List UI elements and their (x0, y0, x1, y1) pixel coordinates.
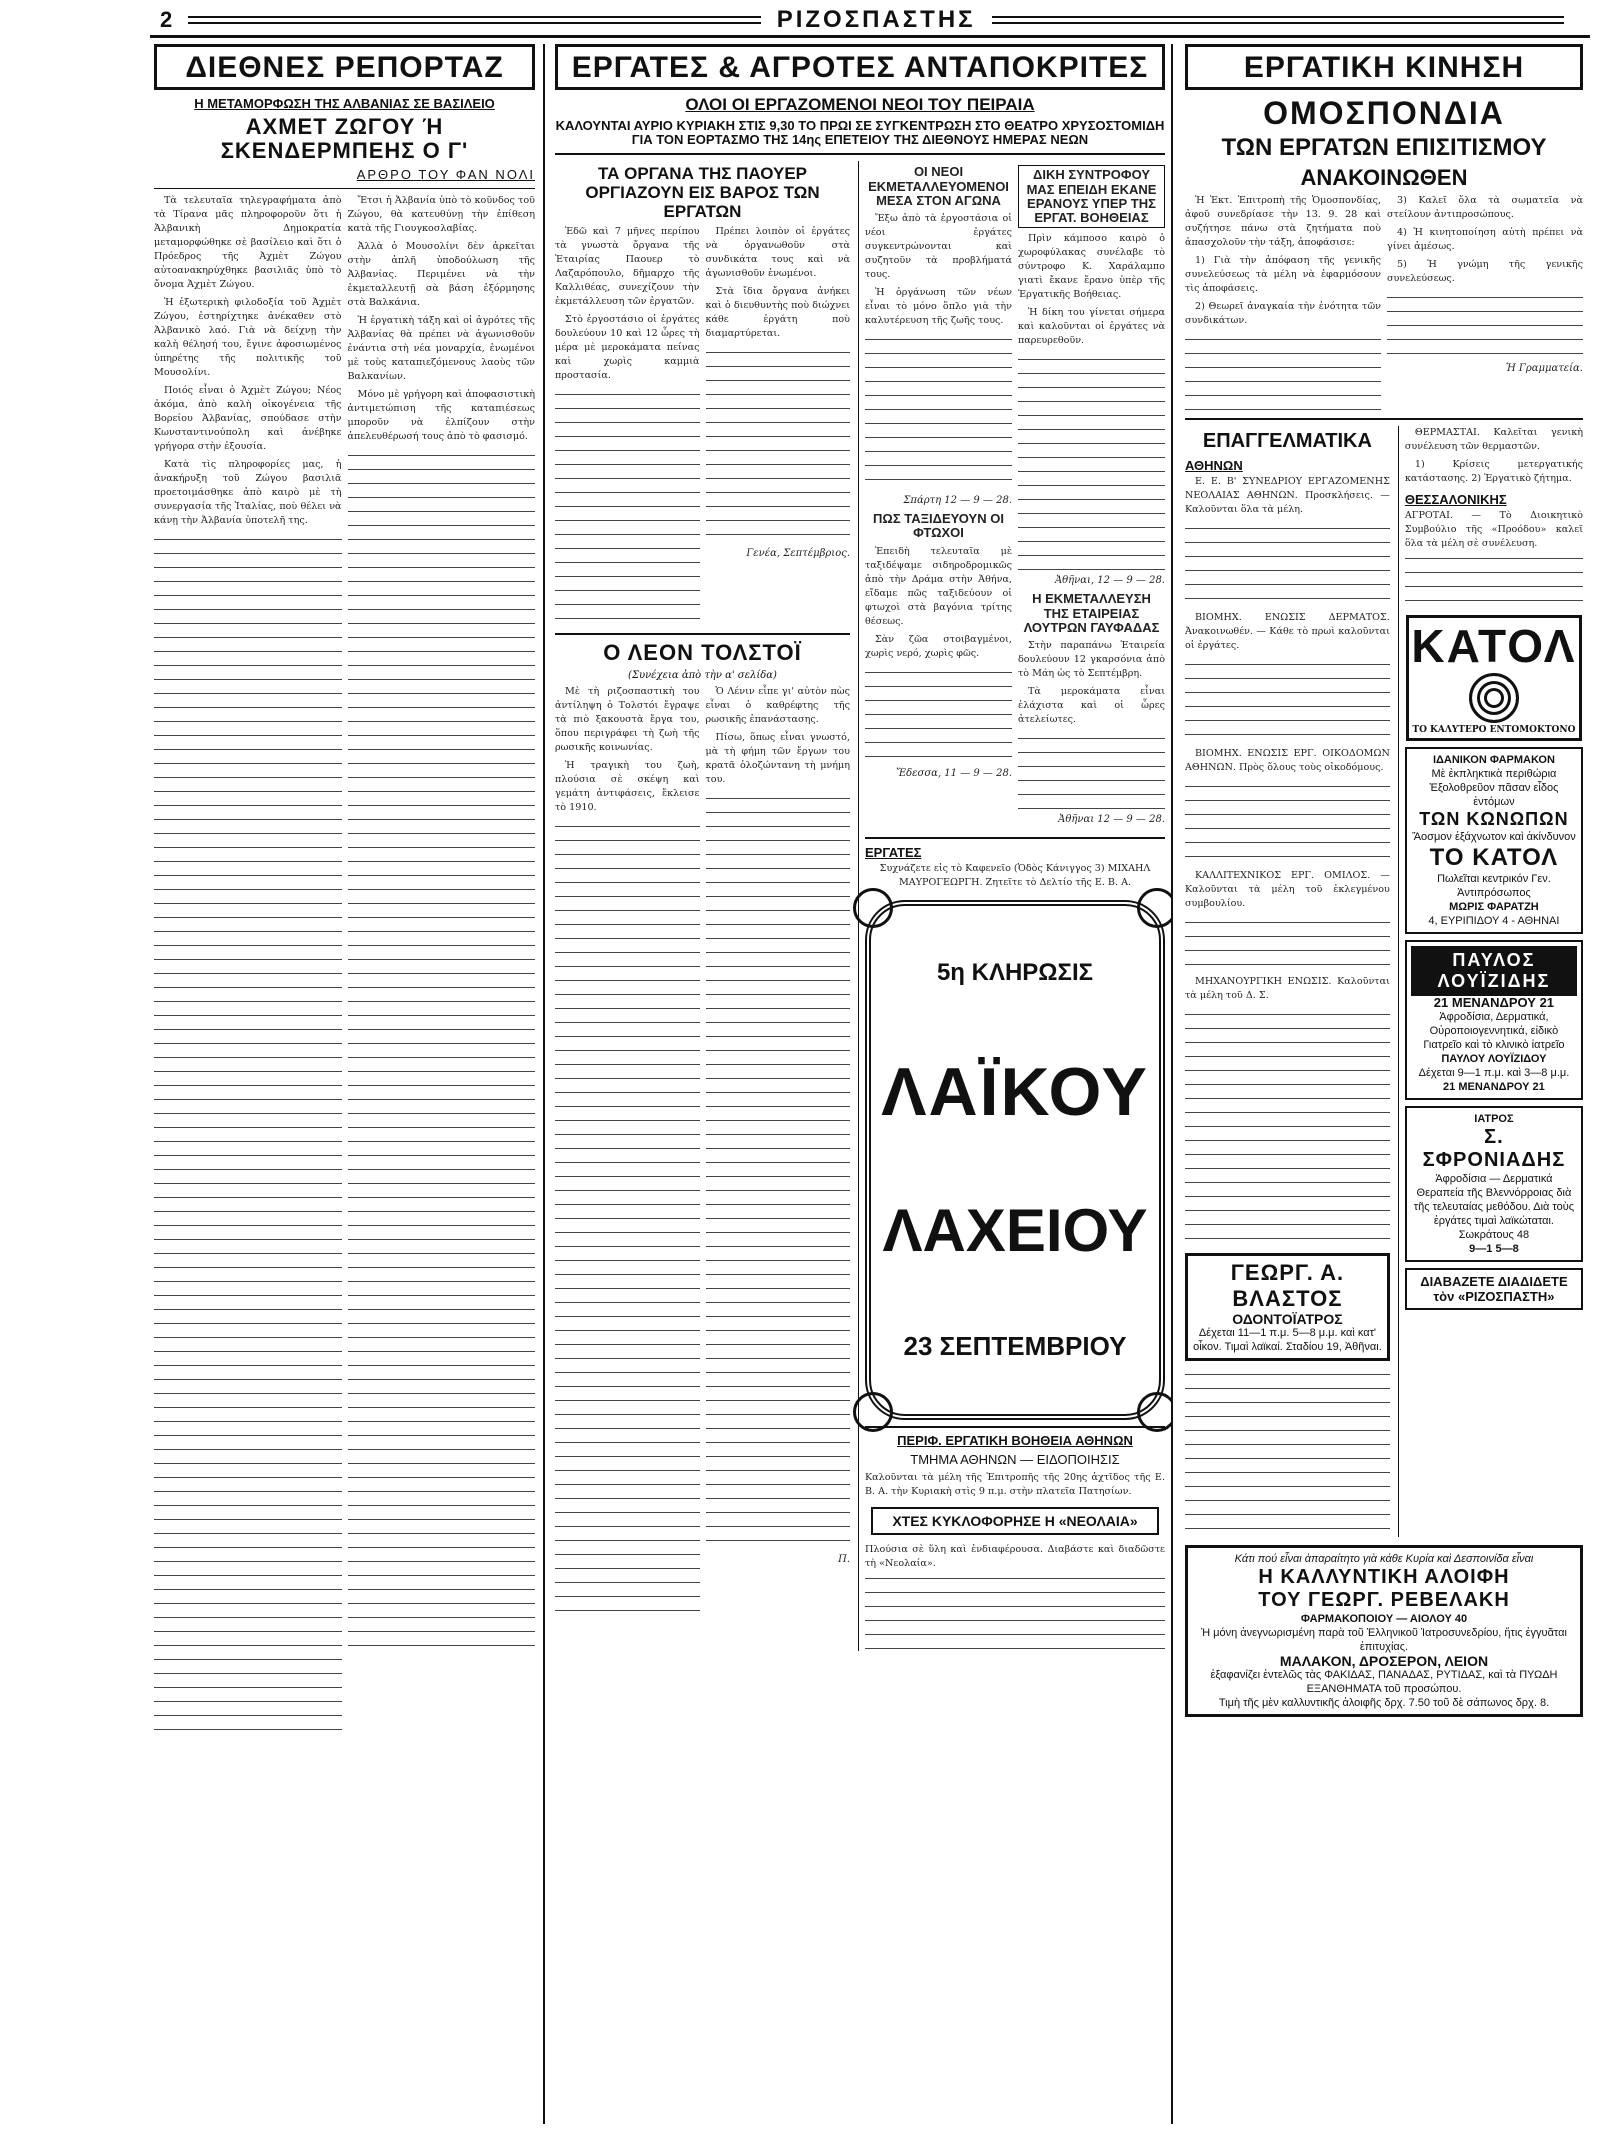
divider (154, 188, 535, 189)
paragraph: Στὰ ἴδια ὄργανα ἀνήκει καὶ ὁ διευθυντὴς ποὺ διώχνει κάθε ἐργάτη ποὺ διαμαρτύρεται. (705, 286, 850, 340)
paragraph: Σὰν ζῶα στοιβαγμένοι, χωρὶς νερό, χωρὶς φῶς. (865, 633, 1012, 659)
text-block-placeholder (1405, 551, 1583, 611)
paragraph: Κατὰ τὶς πληροφορίες μας, ἡ ἀνακήρυξη τοῦ Ζώγου βασιλιᾶ προετοιμάσθηκε ἀπὸ καιρὸ μὲ τὴ συνεργασία τῆς Ἰταλίας, ποὺ θέλει νὰ κάνῃ τὴν Ἀλβανία ὑποτελῆ της. (154, 459, 342, 527)
article-headline: ΔΙΚΗ ΣΥΝΤΡΟΦΟΥ ΜΑΣ ΕΠΕΙΔΗ ΕΚΑΝΕ ΕΡΑΝΟΥΣ ΥΠΕΡ ΤΗΣ ΕΡΓΑΤ. ΒΟΗΘΕΙΑΣ (1018, 165, 1165, 228)
paragraph: 5) Ἡ γνώμη τῆς γενικῆς συνελεύσεως. (1387, 258, 1583, 284)
lottery-word1: ΛΑΪΚΟΥ (881, 1053, 1149, 1130)
louizidis-address: 21 ΜΕΝΑΝΔΡΟΥ 21 (1433, 994, 1555, 1010)
paragraph: Ἀλλὰ ὁ Μουσολίνι δὲν ἀρκεῖται στὴν ἀπλῆ ὑποδούλωση τῆς Ἀλβανίας. Περιμένει νὰ τὴν ἐκμεταλλευτῇ σὰ βάση ἐξόρμησης στὰ Βαλκάνια. (347, 241, 535, 309)
article-headline: ΠΩΣ ΤΑΞΙΔΕΥΟΥΝ ΟΙ ΦΤΩΧΟΙ (873, 511, 1004, 541)
article-body (555, 685, 850, 1619)
text-block-placeholder (865, 332, 1012, 492)
paragraph: Στὸ ἐργοστάσιο οἱ ἐργάτες δουλεύουν 10 καὶ 12 ὧρες τὴ μέρα μὲ μεροκάματα πείνας καὶ χωρὶς καμμιὰ προστασία. (555, 314, 700, 382)
paragraph: 3) Καλεῖ ὅλα τὰ σωματεῖα νὰ στείλουν ἀντιπροσώπους. (1387, 194, 1583, 220)
ornament-icon (1137, 1392, 1173, 1432)
signature: Ἡ Γραμματεία. (1505, 362, 1583, 374)
section-heading: ΔΙΕΘΝΕΣ ΡΕΠΟΡΤΑΖ (154, 44, 535, 90)
paragraph: Ἡ ὀργάνωση τῶν νέων εἶναι τὸ μόνο ὅπλο γιὰ τὴν καλυτέρευση τῆς ζωῆς τους. (865, 287, 1012, 327)
banner-headline: ΟΛΟΙ ΟΙ ΕΡΓΑΖΟΜΕΝΟΙ ΝΕΟΙ ΤΟΥ ΠΕΙΡΑΙΑ (685, 95, 1035, 114)
divider (1185, 418, 1583, 420)
katol-ad-line: Ἐξολοθρεῦον πᾶσαν εἶδος ἐντόμων (1429, 781, 1559, 808)
text-block-placeholder (706, 791, 851, 1551)
doctor-ad (1405, 1106, 1583, 1262)
article-headline: Η ΕΚΜΕΤΑΛΛΕΥΣΗ ΤΗΣ ΕΤΑΙΡΕΙΑΣ ΛΟΥΤΡΩΝ ΓΑΥΦΑΔΑΣ (1023, 591, 1160, 636)
masthead-rule (188, 16, 760, 24)
text-block-placeholder (1018, 352, 1165, 572)
katol-ad-heading: ΙΔΑΝΙΚΟΝ ΦΑΡΜΑΚΟΝ (1432, 753, 1555, 766)
paragraph: Ἡ τραγικὴ του ζωὴ, πλούσια σὲ σκέψη καὶ γεμάτη ἀντιφάσεις, ἔκλεισε τὸ 1910. (555, 759, 700, 813)
paragraph: 2) Θεωρεῖ ἀναγκαία τὴν ἑνότητα τῶν συνδικάτων. (1185, 300, 1381, 326)
masthead-rule (992, 16, 1564, 24)
katol-ad-contact: ΜΩΡΙΣ ΦΑΡΑΤΖΗ (1449, 900, 1539, 913)
text-block-placeholder (348, 448, 536, 1648)
louizidis-hours: Δέχεται 9—1 π.μ. καὶ 3—8 μ.μ. (1418, 1066, 1570, 1079)
signature: Γενέα, Σεπτέμβριος. (746, 548, 850, 560)
signature: Σπάρτη 12 — 9 — 28. (903, 495, 1012, 507)
louizidis-ad (1405, 940, 1583, 1100)
notice: ΚΑΛΛΙΤΕΧΝΙΚΟΣ ΕΡΓ. ΟΜΙΛΟΣ. — Καλοῦνται τὰ μέλη τοῦ ἐκλεγμένου συμβουλίου. (1185, 869, 1390, 909)
notice: ΑΓΡΟΤΑΙ. — Τὸ Διοικητικὸ Συμβούλιο τῆς «Προόδου» καλεῖ ὅλα τὰ μέλη σὲ συνέλευση. (1404, 509, 1583, 549)
paragraph: Μὲ τὴ ριζοσπαστικὴ του ἀντίληψη ὁ Τολστόι ἔγραψε τὰ πιὸ ξακουστὰ ἔργα του, ὅπου περιγράφει τὴ ζωὴ τῆς ρωσικῆς κοινωνίας. (555, 685, 700, 753)
katol-ad-line: Μὲ ἐκπληκτικὰ περιθώρια (1431, 767, 1557, 780)
paragraph: Ποιός εἶναι ὁ Ἀχμὲτ Ζώγου; Νέος ἀκόμα, ἀπὸ καλὴ οἰκογένεια τῆς Βορείου Ἀλβανίας, σπούδασε στὴν Κωνσταντινούπολη καὶ ἀνέβηκε γρήγορα στὴν ἐξουσία. (154, 385, 342, 453)
section-heading: ΕΡΓΑΤΕΣ & ΑΓΡΟΤΕΣ ΑΝΤΑΠΟΚΡΙΤΕΣ (555, 44, 1165, 90)
article-headline: ΤΑ ΟΡΓΑΝΑ ΤΗΣ ΠΑΟΥΕΡ ΟΡΓΙΑΖΟΥΝ ΕΙΣ ΒΑΡΟΣ ΤΩΝ ΕΡΓΑΤΩΝ (585, 164, 820, 221)
announcement-headline: ΑΝΑΚΟΙΝΩΘΕΝ (1300, 164, 1468, 190)
dentist-text: Δέχεται 11—1 π.μ. 5—8 μ.μ. καὶ κατ' οἶκον. Τιμαὶ λαϊκαί. Σταδίου 19, Ἀθῆναι. (1193, 1326, 1382, 1353)
paragraph: Ἔξω ἀπὸ τὰ ἐργοστάσια οἱ νέοι ἐργάτες συγκεντρώνονται καὶ συζητοῦν τὰ προβλήματά τους. (865, 213, 1012, 281)
text-block (1185, 1367, 1390, 1537)
article-body (154, 194, 535, 1732)
federation-headline: ΟΜΟΣΠΟΝΔΙΑ (1263, 95, 1505, 131)
divider (865, 1426, 1165, 1428)
paragraph: Ἔτσι ἡ Ἀλβανία ὑπὸ τὸ κοῦνδος τοῦ Ζώγου, θὰ κατευθύνῃ τὴν ἐπίθεση κατὰ τῆς Γιουγκοσλαβίας. (347, 195, 535, 235)
divider (555, 633, 850, 635)
doctor-label: ΙΑΤΡΟΣ (1474, 1112, 1514, 1125)
doctor-text: Θεραπεία τῆς Βλεννόρροιας διὰ τῆς τελευταίας μεθόδου. Διὰ τοὺς ἐργάτες τιμαὶ λαϊκώταται. (1413, 1186, 1575, 1227)
notice-subheading: ΤΜΗΜΑ ΑΘΗΝΩΝ — ΕΙΔΟΠΟΙΗΣΙΣ (910, 1451, 1120, 1467)
katol-ad-brand: ΤΩΝ ΚΩΝΩΠΩΝ (1419, 808, 1569, 829)
newspaper-name: ΡΙΖΟΣΠΑΣΤΗΣ (776, 5, 976, 33)
text-block-placeholder (1185, 521, 1390, 611)
paragraph: Ἡ ἐργατικὴ τάξη καὶ οἱ ἀγρότες τῆς Ἀλβανίας θὰ πρέπει νὰ ἀγωνισθοῦν ἐνάντια στὴ νέα μοναρχία, ἑνωμένοι μὲ τοὺς καταπιεζόμενους λαοὺς τῶν Βαλκανίων. (347, 315, 535, 383)
paragraph: Στὴν παραπάνω Ἑταιρεία δουλεύουν 12 γκαρσόνια ἀπὸ τὸ Μάη ὡς τὸ Σεπτέμβρη. (1018, 640, 1165, 680)
paragraph: Τὰ τελευταῖα τηλεγραφήματα ἀπὸ τὰ Τίρανα μᾶς πληροφοροῦν ὅτι ἡ Ἀλβανικὴ Δημοκρατία μεταμορφώθηκε σὲ βασίλειο καὶ ὅτι ὁ Πρόεδρος τῆς Ἀχμὲτ Ζώγου αὐτοανακηρύχθηκε βασιλιᾶς ὑπὸ τὸ ὄνομα Ἀχμὲτ Ζώγου. (154, 195, 342, 291)
revelaki-shop: ΦΑΡΜΑΚΟΠΟΙΟΥ — ΑΙΟΛΟΥ 40 (1300, 1612, 1468, 1625)
divider (865, 837, 1165, 839)
text-block-placeholder (865, 665, 1012, 765)
louizidis-name2: ΠΑΥΛΟΥ ΛΟΥΪΖΙΔΟΥ (1441, 1052, 1547, 1065)
lottery-date: 23 ΣΕΠΤΕΜΒΡΙΟΥ (903, 1330, 1127, 1361)
signature: Π. (838, 1553, 850, 1565)
text-block-placeholder (1387, 290, 1583, 360)
notice: Ε. Ε. Β' ΣΥΝΕΔΡΙΟΥ ΕΡΓΑΖΟΜΕΝΗΣ ΝΕΟΛΑΙΑΣ ΑΘΗΝΩΝ. Προσκλήσεις. — Καλοῦνται ὅλα τὰ μέλη. (1185, 475, 1390, 515)
notice: ΘΕΡΜΑΣΤΑΙ. Καλεῖται γενικὴ συνέλευση τῶν θερμαστῶν. (1404, 426, 1583, 452)
revelaki-title: Η ΚΑΛΛΥΝΤΙΚΗ ΑΛΟΙΦΗ (1258, 1565, 1510, 1588)
paragraph: Πρὶν κάμποσο καιρὸ ὁ χωροφύλακας συνέλαβε τὸ σύντροφο Κ. Χαράλαμπο γιατὶ ἔκανε ἔρανο ὑπὲρ τῆς Ἐργατικῆς Βοήθειας. (1018, 233, 1165, 301)
signature: Ἔδεσσα, 11 — 9 — 28. (896, 767, 1012, 779)
article-kicker: Η ΜΕΤΑΜΟΡΦΩΣΗ ΤΗΣ ΑΛΒΑΝΙΑΣ ΣΕ ΒΑΣΙΛΕΙΟ (194, 96, 495, 111)
column-labour (1177, 44, 1587, 2124)
ornament-icon (1137, 888, 1173, 928)
katol-ad-address: 4, ΕΥΡΙΠΙΔΟΥ 4 - ΑΘΗΝΑΙ (1428, 914, 1560, 927)
notice-label: ΕΡΓΑΤΕΣ (865, 845, 922, 861)
notice: 1) Κρίσεις μετεργατικής κατάστασης. 2) Ἐργατικὸ ζήτημα. (1404, 458, 1583, 484)
paragraph: Ἡ ἐξωτερικὴ φιλοδοξία τοῦ Ἀχμὲτ Ζώγου, ἐστηρίχτηκε ἀνέκαθεν στὸ Ἀλβανικὸ λαό. Γιὰ νὰ δείχνῃ τὴν καλὴ θέλησή του, ἔγινε ἀφοσιωμένος ὑπηρέτης τῆς πολιτικῆς τοῦ Μουσολίνι. (154, 297, 342, 379)
professional-heading: ΕΠΑΓΓΕΛΜΑΤΙΚΑ (1202, 429, 1372, 452)
lottery-advertisement (865, 900, 1165, 1420)
city-label: ΑΘΗΝΩΝ (1185, 457, 1243, 473)
text-block-placeholder (1185, 779, 1390, 869)
paragraph: 4) Ἡ κινητοποίηση αὐτὴ πρέπει νὰ γίνει ἀμέσως. (1387, 226, 1583, 252)
doctor-speciality: Ἀφροδίσια — Δερματικά (1435, 1172, 1553, 1185)
notice-heading: ΠΕΡΙΦ. ΕΡΓΑΤΙΚΗ ΒΟΗΘΕΙΑ ΑΘΗΝΩΝ (897, 1433, 1133, 1449)
article-paower (555, 161, 850, 1651)
revelaki-intro: Κάτι πού εἶναι ἀπαραίτητο γιὰ κάθε Κυρία καὶ Δεσποινίδα εἶναι (1234, 1552, 1534, 1565)
doctor-address: Σωκράτους 48 (1458, 1228, 1530, 1241)
revelaki-text: Ἡ μόνη ἀνεγνωρισμένη παρὰ τοῦ Ἑλληνικοῦ Ἰατροσυνεδρίου, ἥτις ἐγγυᾶται ἐπιτυχίας. (1201, 1626, 1567, 1653)
article-subtitle: (Συνέχεια ἀπὸ τὴν α' σελίδα) (628, 669, 777, 681)
notice: ΒΙΟΜΗΧ. ΕΝΩΣΙΣ ΕΡΓ. ΟΙΚΟΔΟΜΩΝ ΑΘΗΝΩΝ. Πρὸς ὅλους τοὺς οἰκοδόμους. (1185, 747, 1390, 773)
doctor-hours: 9—1 5—8 (1469, 1242, 1519, 1255)
louizidis-address2: 21 ΜΕΝΑΝΔΡΟΥ 21 (1443, 1080, 1545, 1093)
lower-columns (1185, 426, 1583, 1537)
city-label: ΘΕΣΣΑΛΟΝΙΚΗΣ (1404, 491, 1507, 507)
text-block-placeholder (865, 1571, 1165, 1651)
revelaki-ad (1185, 1545, 1583, 1717)
paragraph: Ὁ Λένιν εἶπε γι' αὐτὸν πὼς εἶναι ὁ καθρέφτης τῆς ρωσικῆς ἐπανάστασης. (705, 685, 850, 725)
doctor-name: Σ. ΣΦΡΟΝΙΑΔΗΣ (1422, 1125, 1566, 1171)
signature: Ἀθῆναι, 12 — 9 — 28. (1054, 575, 1165, 587)
banner-subheadline: ΚΑΛΟΥΝΤΑΙ ΑΥΡΙΟ ΚΥΡΙΑΚΗ ΣΤΙΣ 9,30 ΤΟ ΠΡΩΙ ΣΕ ΣΥΓΚΕΝΤΡΩΣΗ ΣΤΟ ΘΕΑΤΡΟ ΧΡΥΣΟΣΤΟΜΙΔΗ ΓΙΑ ΤΟΝ ΕΟΡΤΑΣΜΟ ΤΗΣ 14ης ΕΠΕΤΕΙΟΥ ΤΗΣ ΔΙΕΘΝΟΥΣ ΗΜΕΡΑΣ ΝΕΩΝ (555, 117, 1165, 147)
right-notices (1398, 426, 1583, 1537)
announcement-body (1185, 194, 1583, 412)
right-articles (858, 161, 1165, 1651)
section-heading: ΕΡΓΑΤΙΚΗ ΚΙΝΗΣΗ (1185, 44, 1583, 90)
mosquito-coil-icon (1469, 673, 1519, 723)
article-byline: ΑΡΘΡΟ ΤΟΥ ΦΑΝ ΝΟΛΙ (356, 167, 535, 183)
masthead (150, 4, 1590, 38)
lottery-word2: ΛΑΧΕΙΟΥ (882, 1197, 1148, 1265)
signature: Ἀθῆναι 12 — 9 — 28. (1058, 814, 1165, 826)
article-pair (865, 161, 1165, 831)
column-international (150, 44, 545, 2124)
professional-notices (1185, 426, 1390, 1537)
neolaia-box (871, 1507, 1159, 1535)
neolaia-title: ΧΤΕΣ ΚΥΚΛΟΦΟΡΗΣΕ Η «ΝΕΟΛΑΙΑ» (892, 1512, 1138, 1529)
paragraph: 1) Γιὰ τὴν ἀπόφαση τῆς γενικῆς συνελεύσεως τὰ μέλη νὰ ἐφαρμόσουν τὶς ἀποφάσεις. (1185, 254, 1381, 294)
divider (555, 153, 1165, 155)
paragraph: Ἡ δίκη του γίνεται σήμερα καὶ καλοῦνται οἱ ἐργάτες νὰ παρευρεθοῦν. (1018, 307, 1165, 347)
paragraph: Ἐδῶ καὶ 7 μῆνες περίπου τὰ γνωστὰ ὄργανα τῆς Ἑταιρίας Παουερ τὸ Λαζαρόπουλο, δῆμαρχο τῆς Καλλιθέας, συνεχίζουν τὴν ἐκμετάλλευση τῶν ἐργατῶν. (555, 226, 700, 308)
reader-box: ΔΙΑΒΑΖΕΤΕ ΔΙΑΔΙΔΕΤΕ τὸν «ΡΙΖΟΣΠΑΣΤΗ» (1405, 1268, 1583, 1310)
katol-ad-seller: Πωλεῖται κεντρικόν Γεν. Ἀντιπρόσωπος (1437, 872, 1551, 899)
text-block-placeholder (1018, 731, 1165, 811)
louizidis-text: Ἀφροδίσια, Δερματικά, Οὐροποιογεννητικά, εἰδικὸ Γιατρεῖο καὶ τὸ κλινικὸ ἰατρεῖο (1423, 1010, 1565, 1051)
notice: ΒΙΟΜΗΧ. ΕΝΩΣΙΣ ΔΕΡΜΑΤΟΣ. Ἀνακοινωθέν. — Κάθε τὸ πρωὶ καλοῦνται οἱ ἐργάτες. (1185, 611, 1390, 651)
katol-logo-name: ΚΑΤΟΛ (1411, 619, 1577, 672)
article-body (555, 225, 850, 627)
neolaia-text: Πλούσια σὲ ὕλη καὶ ἐνδιαφέρουσα. Διαβάστε καὶ διαδῶστε τὴ «Νεολαία». (865, 1543, 1165, 1569)
text-block-placeholder (1185, 915, 1390, 975)
text-block-placeholder (706, 345, 851, 545)
federation-subheadline: ΤΩΝ ΕΡΓΑΤΩΝ ΕΠΙΣΙΤΙΣΜΟΥ (1221, 134, 1547, 162)
katol-slogan: ΤΟ ΚΑΛΥΤΕΡΟ ΕΝΤΟΜΟΚΤΟΝΟ (1412, 724, 1576, 735)
paragraph: Πρέπει λοιπὸν οἱ ἐργάτες νὰ ὀργανωθοῦν στὰ συνδικάτα τους καὶ νὰ ἀγωνισθοῦν ἑνωμένοι. (705, 226, 850, 280)
louizidis-name: ΠΑΥΛΟΣ ΛΟΥΪΖΙΔΗΣ (1411, 946, 1577, 996)
dentist-name: ΓΕΩΡΓ. Α. ΒΛΑΣΤΟΣ (1230, 1259, 1345, 1311)
articles-row (555, 161, 1165, 1651)
text-block-placeholder (555, 387, 700, 627)
column-correspondents (549, 44, 1173, 2124)
katol-ad-line: Ἄοσμον ἐξάχνωτον καὶ ἀκίνδυνον (1412, 830, 1576, 843)
paragraph: Μόνο μὲ γρήγορη καὶ ἀποφασιστικὴ ἀντιμετώπιση τῆς καταπιέσεως μποροῦν νὰ ἐλπίζουν στὴν ἀπελευθέρωσή τους ἀπὸ τὸ φασισμό. (347, 389, 535, 443)
revelaki-text2: ἐξαφανίζει ἐντελῶς τὰς ΦΑΚΙΔΑΣ, ΠΑΝΑΔΑΣ, ΡΥΤΙΔΑΣ, καὶ τὰ ΠΥΩΔΗ ΕΞΑΝΘΗΜΑΤΑ τοῦ προσώπου. (1210, 1668, 1558, 1695)
notice: ΜΗΧΑΝΟΥΡΓΙΚΗ ΕΝΩΣΙΣ. Καλοῦνται τὰ μέλη τοῦ Δ. Σ. (1185, 975, 1390, 1001)
revelaki-price: Τιμὴ τῆς μὲν καλλυντικῆς ἀλοιφῆς δρχ. 7.50 τοῦ δὲ σάπωνος δρχ. 8. (1218, 1696, 1550, 1709)
paragraph: Πίσω, ὅπως εἶναι γνωστό, μὰ τὴ φήμη τῶν ἔργων του κρατᾶ ὁλοζώντανη τὴ μνήμη του. (705, 731, 850, 785)
ornament-icon (853, 888, 893, 928)
dentist-ad (1185, 1253, 1390, 1361)
text-block-placeholder (1185, 1367, 1390, 1537)
text-block-placeholder (1185, 1007, 1390, 1247)
revelaki-title2: ΤΟΥ ΓΕΩΡΓ. ΡΕΒΕΛΑΚΗ (1258, 1588, 1510, 1611)
notice-text: Καλοῦνται τὰ μέλη τῆς Ἐπιτροπῆς τῆς 20ης ἀχτῖδος τῆς Ε. Β. Α. τὴν Κυριακὴ στὶς 9 π.μ. στὴν πλατεῖα Πατησίων. (865, 1471, 1165, 1497)
notice-text: Συχνάζετε εἰς τὸ Καφενεῖο (Ὁδὸς Κάνιγγος 3) ΜΙΧΑΗΛ ΜΑΥΡΟΓΕΩΡΓΗ. Ζητεῖτε τὸ Δελτίο τῆς Ε. Β. Α. (879, 863, 1151, 889)
text-block-placeholder (1185, 657, 1390, 747)
page-number: 2 (160, 6, 173, 32)
text-block-placeholder (154, 532, 342, 1732)
paragraph: Ἐπειδὴ τελευταῖα μὲ ταξιδέψαμε σιδηροδρομικῶς ἀπὸ τὴν Δράμα στὴν Ἀθήνα, εἴδαμε πῶς ταξιδεύουν οἱ φτωχοὶ στὰ βαγόνια τρίτης θέσεως. (865, 545, 1012, 627)
dentist-title: ΟΔΟΝΤΟΪΑΤΡΟΣ (1232, 1310, 1343, 1327)
revelaki-words: ΜΑΛΑΚΟΝ, ΔΡΟΣΕΡΟΝ, ΛΕΙΟΝ (1279, 1652, 1489, 1669)
katol-ad-name: ΤΟ ΚΑΤΟΛ (1429, 843, 1559, 871)
lottery-draw: 5η ΚΛΗΡΩΣΙΣ (936, 959, 1094, 987)
text-block-placeholder (555, 819, 700, 1619)
article-headline: ΟΙ ΝΕΟΙ ΕΚΜΕΤΑΛΛΕΥΟΜΕΝΟΙ ΜΕΣΑ ΣΤΟΝ ΑΓΩΝΑ (868, 164, 1009, 208)
article-headline: Ο ΛΕΟΝ ΤΟΛΣΤΟΪ (603, 640, 802, 666)
paragraph: Τὰ μεροκάματα εἶναι ἐλάχιστα καὶ οἱ ὧρες ἀτελείωτες. (1018, 686, 1165, 726)
paragraph: Ἡ Ἐκτ. Ἐπιτροπὴ τῆς Ὁμοσπονδίας, ἀφοῦ συνεδρίασε τὴν 13. 9. 28 καὶ συζήτησε πάνω στὰ ζητήματα ποὺ ἀπασχολοῦν τὴν τάξη, ἀποφάσισε: (1185, 194, 1381, 248)
text-block-placeholder (1185, 332, 1381, 412)
katol-logo (1406, 615, 1582, 741)
article-headline: ΑΧΜΕΤ ΖΩΓΟΥ Ή ΣΚΕΝΔΕΡΜΠΕΗΣ Ο Γ' (220, 114, 469, 164)
katol-ad (1405, 747, 1583, 934)
